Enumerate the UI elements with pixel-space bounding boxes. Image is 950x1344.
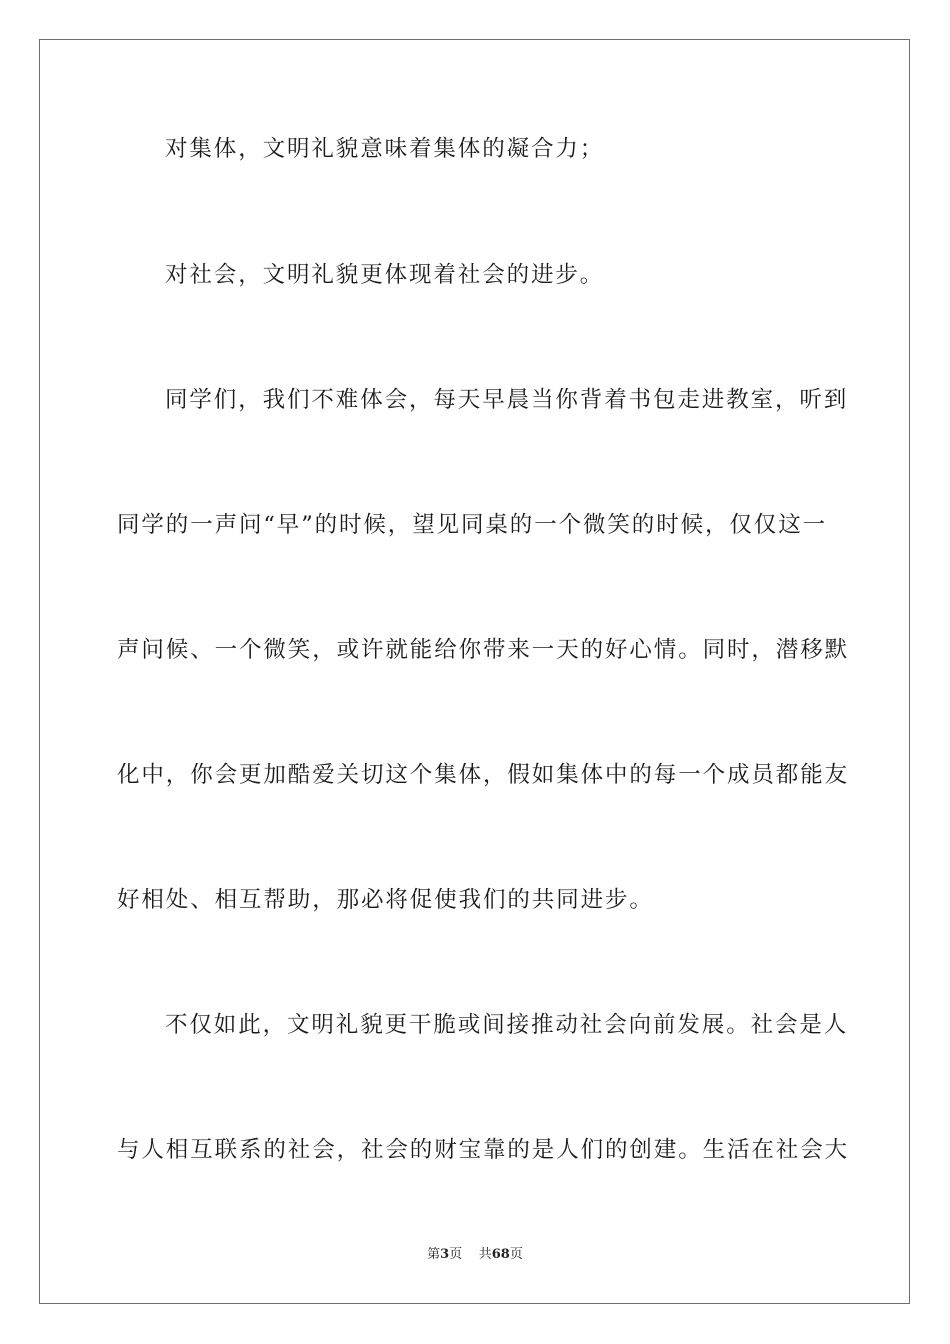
paragraph-line: 化中，你会更加酷爱关切这个集体，假如集体中的每一个成员都能友 — [117, 762, 850, 788]
paragraph-line: 不仅如此，文明礼貌更干脆或间接推动社会向前发展。社会是人 — [165, 1012, 849, 1038]
footer-total-pages: 68 — [491, 1247, 510, 1262]
footer-total-prefix: 共 — [478, 1247, 492, 1262]
paragraph-line: 好相处、相互帮助，那必将促使我们的共同进步。 — [117, 887, 654, 913]
footer-page-number: 3 — [440, 1247, 450, 1262]
paragraph-line: 同学们，我们不难体会，每天早晨当你背着书包走进教室，听到 — [165, 387, 849, 413]
footer-page-suffix: 页 — [449, 1247, 463, 1262]
paragraph-line: 与人相互联系的社会，社会的财宝靠的是人们的创建。生活在社会大 — [117, 1137, 850, 1163]
page-border — [39, 39, 910, 1304]
paragraph-line: 对社会，文明礼貌更体现着社会的进步。 — [165, 262, 605, 288]
footer-page-prefix: 第 — [427, 1247, 441, 1262]
page-footer — [0, 1247, 950, 1263]
footer-total-suffix: 页 — [509, 1247, 523, 1262]
paragraph-line: 同学的一声问“早”的时候，望见同桌的一个微笑的时候，仅仅这一 — [117, 512, 828, 538]
paragraph-line: 对集体，文明礼貌意味着集体的凝合力； — [165, 136, 605, 162]
paragraph-line: 声问候、一个微笑，或许就能给你带来一天的好心情。同时，潜移默 — [117, 637, 850, 663]
